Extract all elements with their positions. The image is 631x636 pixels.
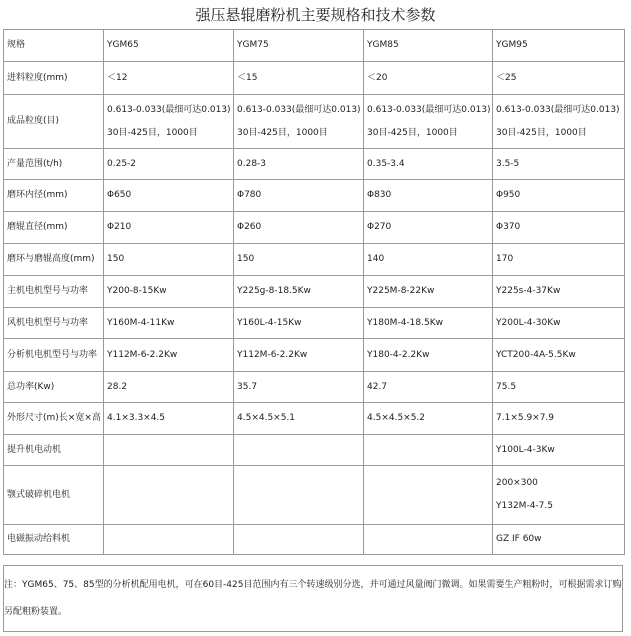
cell-text: Y225g-8-18.5Kw: [237, 286, 311, 296]
row-label: 磨环与磨辊高度(mm): [4, 244, 104, 276]
table-cell: [493, 244, 625, 276]
header-cell-model: YGM95: [493, 30, 625, 62]
spec-table: [3, 29, 625, 555]
table-cell: [364, 372, 493, 403]
table-row: [4, 276, 625, 308]
cell-text: 3.5-5: [496, 158, 520, 169]
table-cell: [234, 180, 364, 212]
table-cell: [493, 372, 625, 403]
cell-text: ＜12: [107, 72, 128, 83]
table-cell: [234, 149, 364, 180]
table-cell: [234, 95, 364, 149]
table-cell: [493, 339, 625, 372]
cell-line: 30目-425目，1000目: [496, 127, 587, 138]
table-cell: [104, 372, 234, 403]
cell-line: 0.613-0.033(最细可达0.013): [107, 104, 231, 115]
table-cell: [234, 308, 364, 339]
table-cell: [234, 212, 364, 244]
table-cell: [364, 180, 493, 212]
cell-text: 150: [237, 254, 255, 264]
cell-line: 30目-425目，1000目: [237, 127, 328, 138]
table-cell: [104, 180, 234, 212]
table-row: [4, 435, 625, 466]
row-label: 颚式破碎机电机: [4, 466, 104, 525]
table-cell: [234, 525, 364, 555]
cell-text: 170: [496, 254, 514, 264]
table-cell: [364, 95, 493, 149]
cell-text: Φ780: [237, 190, 262, 200]
cell-text: Y160M-4-11Kw: [107, 317, 175, 328]
table-cell: [493, 149, 625, 180]
table-row: [4, 212, 625, 244]
row-label: 产量范围(t/h): [4, 149, 104, 180]
table-cell: [364, 339, 493, 372]
table-cell: [493, 180, 625, 212]
cell-text: ＜20: [367, 72, 388, 83]
table-cell: [234, 372, 364, 403]
cell-text: Φ370: [496, 222, 521, 232]
header-cell-spec: 规格: [4, 30, 104, 62]
cell-text: 0.25-2: [107, 158, 137, 169]
cell-text: Φ210: [107, 222, 132, 232]
cell-text: Y225M-8-22Kw: [367, 286, 435, 296]
cell-text: 4.5×4.5×5.1: [237, 413, 296, 423]
cell-text: Y112M-6-2.2Kw: [107, 349, 178, 360]
cell-text: Φ950: [496, 190, 521, 200]
cell-text: ＜15: [237, 72, 258, 83]
cell-text: Y180-4-2.2Kw: [367, 349, 430, 360]
footnote: 注：YGM65、75、85型的分析机配用电机，可在60目-425目范围内有三个转速级别分选，并可通过风量阀门微调。如果需要生产粗粉时，可根据需求订购另配粗粉装置。: [4, 580, 622, 617]
table-cell: [104, 339, 234, 372]
page-title: 强压悬辊磨粉机主要规格和技术参数: [195, 6, 436, 24]
cell-text: 28.2: [107, 381, 128, 392]
table-cell: [364, 525, 493, 555]
cell-line: 30目-425目，1000目: [367, 127, 458, 138]
table-cell: [234, 62, 364, 95]
table-cell: [364, 149, 493, 180]
cell-text: 0.28-3: [237, 158, 267, 169]
table-row: [4, 308, 625, 339]
table-row: [4, 403, 625, 435]
row-label: 电磁振动给料机: [4, 525, 104, 555]
row-label: 磨环内径(mm): [4, 180, 104, 212]
table-cell: [104, 62, 234, 95]
cell-text: Y200L-4-30Kw: [496, 317, 561, 328]
cell-line: 200×300: [496, 478, 538, 488]
cell-text: 7.1×5.9×7.9: [496, 413, 555, 423]
row-label: 分析机电机型号与功率: [4, 339, 104, 372]
cell-text: Φ260: [237, 222, 262, 232]
table-cell: [104, 212, 234, 244]
table-row: [4, 466, 625, 525]
table-row: [4, 62, 625, 95]
table-row: [4, 372, 625, 403]
table-cell: [364, 308, 493, 339]
cell-text: Y225s-4-37Kw: [496, 286, 561, 296]
table-cell: [104, 525, 234, 555]
table-cell: [234, 244, 364, 276]
row-label: 磨辊直径(mm): [4, 212, 104, 244]
table-cell: [493, 525, 625, 555]
table-cell: [234, 403, 364, 435]
table-cell: [493, 466, 625, 525]
cell-text: Y180M-4-18.5Kw: [367, 317, 443, 328]
table-row: [4, 339, 625, 372]
cell-text: 0.35-3.4: [367, 158, 405, 169]
row-label: 总功率(Kw): [4, 372, 104, 403]
table-cell: [234, 339, 364, 372]
table-cell: [493, 308, 625, 339]
row-label: 主机电机型号与功率: [4, 276, 104, 308]
cell-text: 150: [107, 254, 125, 264]
table-cell: [104, 276, 234, 308]
table-cell: [104, 95, 234, 149]
table-cell: [364, 244, 493, 276]
table-row: [4, 95, 625, 149]
cell-text: 140: [367, 254, 385, 264]
cell-text: Y112M-6-2.2Kw: [237, 349, 308, 360]
header-cell-model: YGM85: [364, 30, 493, 62]
table-cell: [364, 435, 493, 466]
table-cell: [364, 62, 493, 95]
table-cell: [104, 435, 234, 466]
table-cell: [493, 435, 625, 466]
cell-text: YCT200-4A-5.5Kw: [496, 349, 576, 360]
row-label: 外形尺寸(m)长×宽×高: [4, 403, 104, 435]
table-row: [4, 149, 625, 180]
table-cell: [364, 276, 493, 308]
cell-text: Y160L-4-15Kw: [237, 317, 302, 328]
table-cell: [104, 308, 234, 339]
row-label: 成品粒度(目): [4, 95, 104, 149]
table-cell: [234, 466, 364, 525]
header-cell-model: YGM65: [104, 30, 234, 62]
cell-text: Φ650: [107, 190, 132, 200]
row-label: 提升机电动机: [4, 435, 104, 466]
cell-text: GZ IF 60w: [496, 534, 542, 544]
row-label: 风机电机型号与功率: [4, 308, 104, 339]
table-cell: [104, 466, 234, 525]
cell-text: Y100L-4-3Kw: [496, 444, 555, 455]
table-cell: [493, 276, 625, 308]
table-cell: [104, 149, 234, 180]
table-cell: [104, 244, 234, 276]
table-row: [4, 244, 625, 276]
table-row: [4, 180, 625, 212]
table-cell: [234, 276, 364, 308]
table-cell: [493, 403, 625, 435]
cell-text: Y200-8-15Kw: [107, 286, 167, 296]
table-cell: [104, 403, 234, 435]
cell-text: 42.7: [367, 381, 388, 392]
row-label: 进料粒度(mm): [4, 62, 104, 95]
cell-line: 0.613-0.033(最细可达0.013): [496, 104, 620, 115]
cell-text: 4.5×4.5×5.2: [367, 413, 426, 423]
table-row: [4, 525, 625, 555]
table-cell: [493, 62, 625, 95]
cell-text: ＜25: [496, 72, 517, 83]
cell-text: 35.7: [237, 381, 258, 392]
cell-line: 0.613-0.033(最细可达0.013): [367, 104, 491, 115]
cell-line: 0.613-0.033(最细可达0.013): [237, 104, 361, 115]
cell-text: 75.5: [496, 381, 517, 392]
cell-line: 30目-425目，1000目: [107, 127, 198, 138]
cell-line: Y132M-4-7.5: [496, 501, 553, 511]
table-cell: [364, 212, 493, 244]
header-cell-model: YGM75: [234, 30, 364, 62]
table-cell: [364, 403, 493, 435]
cell-text: Φ830: [367, 190, 392, 200]
cell-text: Φ270: [367, 222, 392, 232]
table-header-row: [4, 30, 625, 62]
table-cell: [234, 435, 364, 466]
table-cell: [493, 212, 625, 244]
table-cell: [364, 466, 493, 525]
cell-text: 4.1×3.3×4.5: [107, 413, 166, 423]
table-cell: [493, 95, 625, 149]
